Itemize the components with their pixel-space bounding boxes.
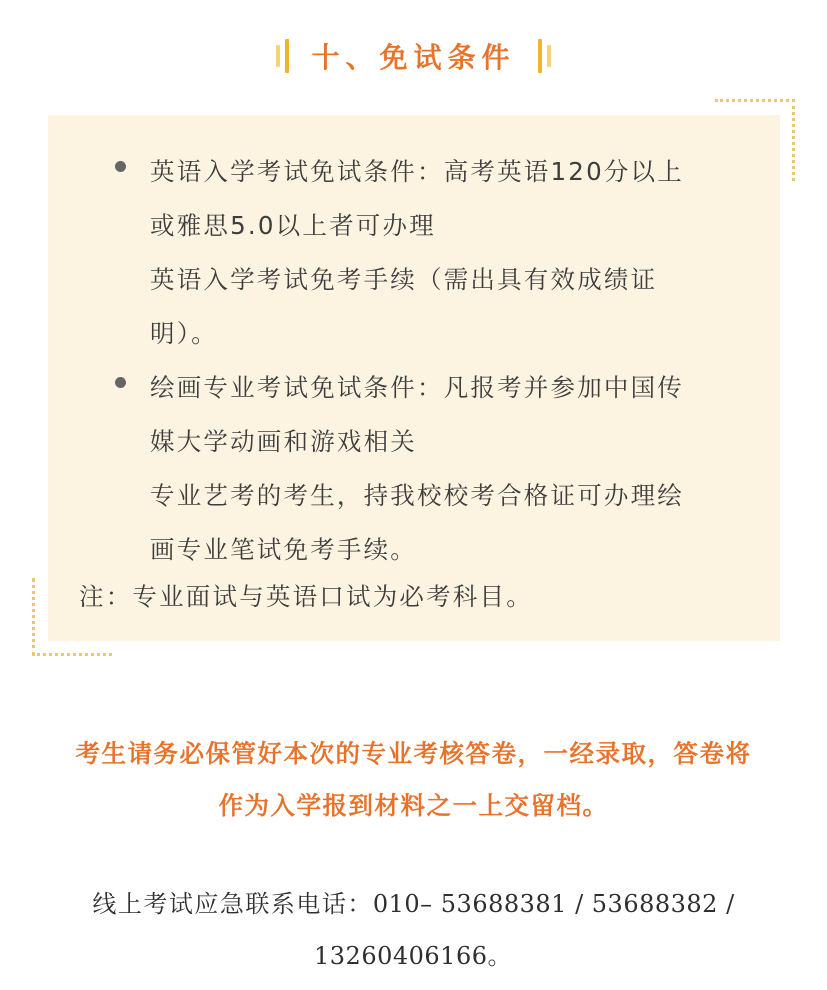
left-bar-icon <box>276 38 289 74</box>
exemption-list <box>48 145 780 577</box>
warning-line: 考生请务必保管好本次的专业考核答卷，一经录取，答卷将 <box>75 739 752 768</box>
list-item-line: 明）。 <box>150 319 218 348</box>
right-tall-bar <box>538 39 542 73</box>
list-item-line: 绘画专业考试免试条件：凡报考并参加中国传 <box>150 373 684 402</box>
list-item-line: 英语入学考试免试条件：高考英语120分以上 <box>150 157 684 186</box>
contact-phone-numbers: 010– 53688381 / 53688382 / <box>372 890 735 918</box>
note-text: 注：专业面试与英语口试为必考科目。 <box>79 582 533 611</box>
section-title: 十、免试条件 <box>311 41 516 74</box>
list-item-line: 画专业笔试免考手续。 <box>150 535 417 564</box>
contact-mobile: 13260406166 <box>314 942 488 970</box>
right-short-bar <box>547 45 551 67</box>
contact-label: 线上考试应急联系电话： <box>92 890 373 918</box>
list-item-line: 专业艺考的考生，持我校校考合格证可办理绘 <box>150 481 684 510</box>
warning-notice <box>0 728 827 832</box>
list-item-english <box>48 145 780 361</box>
bullet-icon <box>115 377 126 388</box>
contact-line-1 <box>0 878 827 930</box>
dotted-corner-top-right-vertical <box>792 99 795 181</box>
list-item-line: 或雅思5.0以上者可办理 <box>150 211 436 240</box>
list-item-line: 英语入学考试免考手续（需出具有效成绩证 <box>150 265 658 294</box>
dotted-corner-bottom-left-vertical <box>32 578 35 656</box>
warning-line: 作为入学报到材料之一上交留档。 <box>218 791 609 820</box>
dotted-corner-bottom-left-horizontal <box>32 653 112 656</box>
bullet-icon <box>115 161 126 172</box>
right-bar-icon <box>538 38 551 74</box>
contact-info <box>0 878 827 982</box>
contact-line-2 <box>0 930 827 982</box>
left-tall-bar <box>285 39 289 73</box>
contact-end-punct: 。 <box>487 942 513 970</box>
exemption-panel <box>48 115 780 641</box>
dotted-corner-top-right-horizontal <box>715 99 795 102</box>
left-short-bar <box>276 45 280 67</box>
list-item-drawing <box>48 361 780 577</box>
section-header <box>0 36 827 76</box>
list-item-line: 媒大学动画和游戏相关 <box>150 427 417 456</box>
